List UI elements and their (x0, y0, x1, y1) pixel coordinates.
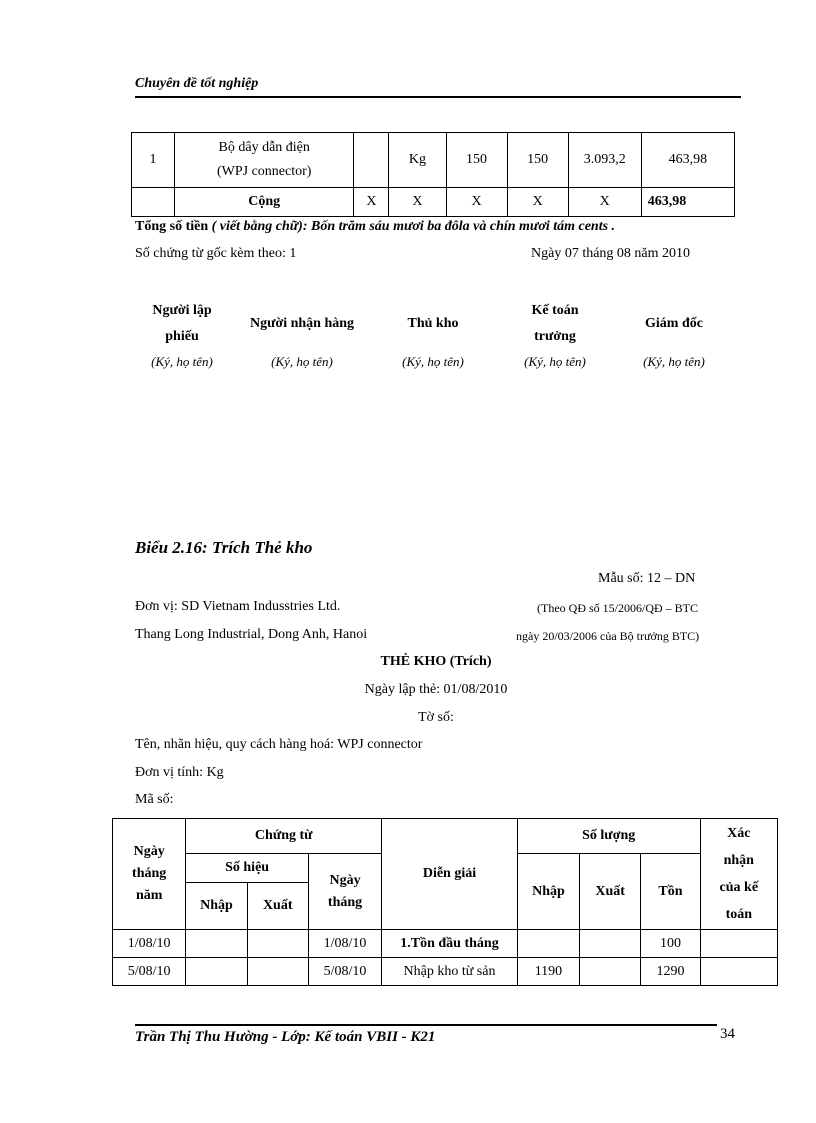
cell-confirmation (700, 930, 777, 958)
header-text: nhận (723, 853, 754, 868)
cell-total-amount: 463,98 (641, 188, 734, 217)
header-date-year (113, 819, 186, 930)
cell-balance: 100 (641, 930, 700, 958)
cell-voucher-date: 1/08/10 (308, 930, 381, 958)
signature-storekeeper (378, 311, 488, 370)
signature-director (620, 311, 728, 370)
cell-x: X (568, 188, 641, 217)
cell-qty-in (517, 930, 579, 958)
page-number: 34 (720, 1026, 735, 1042)
item-code: Mã số: (135, 792, 174, 807)
signature-preparer (128, 298, 236, 370)
header-text: tháng (132, 866, 167, 881)
cell-balance: 1290 (641, 958, 700, 986)
header-voucher-date (308, 854, 381, 930)
cell-voucher-in (186, 930, 247, 958)
header-confirmation (700, 819, 777, 930)
total-text-words: ( viết bằng chữ): Bốn trăm sáu mươi ba đôla và chín mươi tám cents . (211, 219, 616, 234)
signature-note: (Ký, họ tên) (402, 354, 464, 369)
header-qty-in: Nhập (517, 854, 579, 930)
cell-description: Nhập kho từ sản (382, 958, 518, 986)
cell-price: 3.093,2 (568, 133, 641, 188)
header-description: Diễn giải (382, 819, 518, 930)
item-name-line1: Bộ dây dẫn điện (218, 140, 310, 155)
cell-unit: Kg (389, 133, 446, 188)
cell-x: X (446, 188, 507, 217)
form-decision-date: ngày 20/03/2006 của Bộ trưởng BTC) (516, 629, 700, 643)
cell-x: X (507, 188, 568, 217)
table-row-total (132, 188, 735, 217)
header-qty-out: Xuất (580, 854, 641, 930)
form-unit: Đơn vị: SD Vietnam Indusstries Ltd. (135, 599, 341, 614)
cell-qty-out (580, 958, 641, 986)
cell-confirmation (700, 958, 777, 986)
header-text: tháng (327, 894, 363, 910)
signature-title: Giám đốc (645, 316, 703, 331)
cell-qty-in: 1190 (517, 958, 579, 986)
signature-title: Kế toán (531, 303, 579, 318)
cell-qty-real: 150 (507, 133, 568, 188)
footer-author: Trần Thị Thu Hường - Lớp: Kế toán VBII - K21 (135, 1029, 436, 1045)
document-title: THẺ KHO (Trích) (380, 654, 492, 669)
cell-date: 5/08/10 (113, 958, 186, 986)
card-date: Ngày lập thẻ: 01/08/2010 (364, 682, 508, 697)
cell-voucher-out (247, 958, 308, 986)
cell-voucher-date: 5/08/10 (308, 958, 381, 986)
stock-card-table (112, 818, 778, 986)
unit-of-measure: Đơn vị tính: Kg (135, 765, 224, 780)
total-text-prefix: Tổng số tiền (135, 219, 209, 234)
receipt-table (131, 132, 735, 217)
header-text: Ngày (133, 844, 165, 859)
table-row (132, 133, 735, 188)
cell-qty-doc: 150 (446, 133, 507, 188)
footer-rule (135, 1024, 717, 1026)
header-voucher-in: Nhập (186, 883, 247, 930)
header-text: Xác (727, 826, 751, 841)
form-address: Thang Long Industrial, Dong Anh, Hanoi (135, 627, 368, 642)
signature-note: (Ký, họ tên) (271, 354, 333, 369)
signature-title: Người lập (152, 303, 212, 318)
signature-title: Thủ kho (407, 316, 459, 331)
signature-note: (Ký, họ tên) (643, 354, 705, 369)
signature-title-2: phiếu (165, 329, 199, 344)
header-row (113, 819, 778, 854)
signature-chief-accountant (500, 298, 610, 370)
cell-x: X (389, 188, 446, 217)
signature-note: (Ký, họ tên) (524, 354, 586, 369)
table-row (113, 930, 778, 958)
header-text: Ngày (329, 872, 361, 888)
header-title: Chuyên đề tốt nghiệp (135, 76, 259, 91)
goods-name: Tên, nhãn hiệu, quy cách hàng hoá: WPJ connector (135, 737, 423, 752)
table-row (113, 958, 778, 986)
signature-title: Người nhận hàng (249, 316, 355, 331)
header-text: năm (135, 888, 163, 903)
total-text (135, 219, 615, 235)
cell-code (354, 133, 389, 188)
header-text: của kế (719, 880, 759, 895)
signature-block (128, 298, 728, 378)
item-name-line2: (WPJ connector) (216, 164, 312, 179)
signature-receiver (236, 311, 368, 370)
cell-empty (132, 188, 175, 217)
signature-title-2: trưởng (534, 329, 576, 344)
cell-item-name (175, 133, 354, 188)
header-qty-balance: Tồn (641, 854, 700, 930)
header-voucher-number: Số hiệu (186, 854, 309, 883)
cell-date: 1/08/10 (113, 930, 186, 958)
header-quantity: Số lượng (517, 819, 700, 854)
header-voucher-out: Xuất (247, 883, 308, 930)
cell-description: 1.Tồn đầu tháng (382, 930, 518, 958)
section-title: Biểu 2.16: Trích Thẻ kho (135, 538, 313, 557)
cell-voucher-out (247, 930, 308, 958)
cell-stt: 1 (132, 133, 175, 188)
header-text: toán (725, 907, 753, 922)
header-rule (135, 96, 741, 98)
cell-amount: 463,98 (641, 133, 734, 188)
header-voucher: Chứng từ (186, 819, 382, 854)
form-decision: (Theo QĐ số 15/2006/QĐ – BTC (537, 601, 698, 615)
cell-total-label: Cộng (175, 188, 354, 217)
form-number: Mẫu số: 12 – DN (598, 571, 696, 586)
cell-qty-out (580, 930, 641, 958)
signature-note: (Ký, họ tên) (151, 354, 213, 369)
cell-x: X (354, 188, 389, 217)
cell-voucher-in (186, 958, 247, 986)
doc-count: Số chứng từ gốc kèm theo: 1 (135, 246, 297, 261)
sheet-number: Tờ số: (418, 710, 454, 725)
doc-date: Ngày 07 tháng 08 năm 2010 (531, 246, 691, 261)
